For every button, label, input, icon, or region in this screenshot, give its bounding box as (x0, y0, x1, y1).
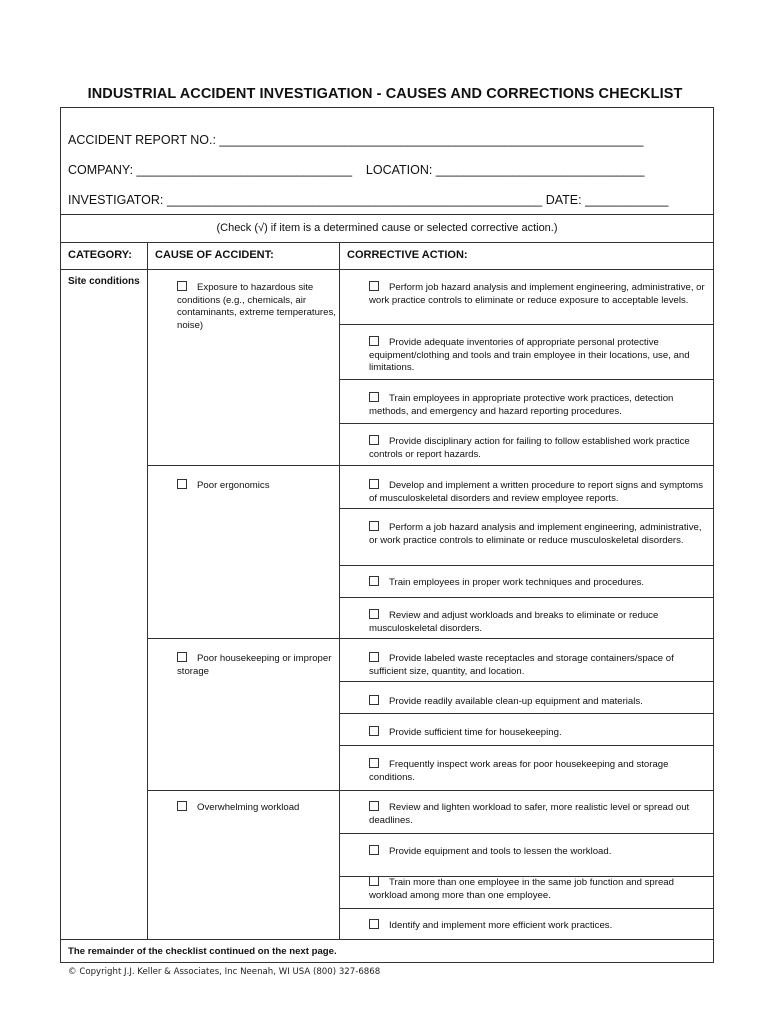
cause-label: Exposure to hazardous site conditions (e.g., chemicals, air contaminants, extreme temperatures, noise) (177, 282, 336, 331)
divider (61, 214, 713, 215)
cause-item[interactable] (177, 801, 337, 815)
corrective-item[interactable] (369, 652, 709, 678)
corrective-item[interactable] (369, 336, 709, 375)
corrective-label: Train employees in proper work techniques and procedures. (389, 577, 645, 588)
checkbox[interactable] (369, 845, 379, 855)
corrective-item[interactable] (369, 726, 709, 740)
corrective-item[interactable] (369, 609, 709, 635)
row-divider (339, 908, 713, 909)
checkbox[interactable] (369, 479, 379, 489)
corrective-label: Provide readily available clean-up equipment and materials. (389, 696, 643, 707)
corrective-label: Review and adjust workloads and breaks to eliminate or reduce musculoskeletal disorders. (369, 610, 659, 634)
checkbox[interactable] (177, 479, 187, 489)
cause-label: Poor ergonomics (197, 480, 270, 491)
corrective-item[interactable] (369, 521, 709, 547)
column-divider (147, 242, 148, 939)
remainder-note: The remainder of the checklist continued on the next page. (68, 946, 337, 957)
row-divider (339, 713, 713, 714)
checkbox[interactable] (177, 281, 187, 291)
checkbox[interactable] (369, 652, 379, 662)
checkbox[interactable] (369, 919, 379, 929)
cause-label: Overwhelming workload (197, 802, 300, 813)
corrective-label: Provide adequate inventories of appropriate personal protective equipment/clothing and tools and train employee in their locations, use, and limitations. (369, 337, 690, 373)
corrective-label: Identify and implement more efficient work practices. (389, 920, 613, 931)
row-divider (339, 681, 713, 682)
corrective-item[interactable] (369, 758, 709, 784)
checkbox[interactable] (369, 576, 379, 586)
corrective-item[interactable] (369, 576, 709, 590)
checkbox[interactable] (369, 521, 379, 531)
corrective-label: Provide disciplinary action for failing to follow established work practice controls or report hazards. (369, 436, 690, 460)
corrective-item[interactable] (369, 845, 709, 859)
group-divider (147, 790, 713, 791)
cause-item[interactable] (177, 652, 337, 678)
checkbox[interactable] (369, 695, 379, 705)
cause-header: CAUSE OF ACCIDENT: (155, 249, 274, 261)
cause-label: Poor housekeeping or improper storage (177, 653, 332, 677)
checkbox[interactable] (369, 876, 379, 886)
corrective-item[interactable] (369, 876, 709, 902)
corrective-item[interactable] (369, 919, 709, 933)
checkbox[interactable] (369, 281, 379, 291)
checkbox[interactable] (369, 392, 379, 402)
row-divider (339, 833, 713, 834)
corrective-label: Provide sufficient time for housekeeping. (389, 727, 562, 738)
checklist-form (60, 107, 714, 963)
row-divider (339, 508, 713, 509)
check-instruction: (Check (√) if item is a determined cause or selected corrective action.) (216, 222, 558, 234)
divider (61, 242, 713, 243)
cause-item[interactable] (177, 281, 337, 332)
corrective-item[interactable] (369, 392, 709, 418)
row-divider (339, 423, 713, 424)
corrective-item[interactable] (369, 801, 709, 827)
corrective-label: Perform job hazard analysis and implement engineering, administrative, or work practice controls to eliminate or reduce exposure to acceptable levels. (369, 282, 705, 306)
company-location-field[interactable]: COMPANY: _______________________________ LOCATION: ______________________________ (68, 163, 645, 177)
row-divider (339, 565, 713, 566)
checkbox[interactable] (369, 801, 379, 811)
row-divider (339, 597, 713, 598)
checkbox[interactable] (369, 758, 379, 768)
category-site-conditions: Site conditions (68, 276, 140, 287)
checkbox[interactable] (369, 336, 379, 346)
checkbox[interactable] (177, 652, 187, 662)
cause-item[interactable] (177, 479, 337, 493)
corrective-label: Train more than one employee in the same job function and spread workload among more than one employee. (369, 877, 674, 901)
accident-report-field[interactable]: ACCIDENT REPORT NO.: _____________________________________________________________ (68, 133, 644, 147)
row-divider (339, 745, 713, 746)
corrective-label: Train employees in appropriate protective work practices, detection methods, and emergency and hazard reporting procedures. (369, 393, 674, 417)
corrective-label: Perform a job hazard analysis and implement engineering, administrative, or work practice controls to eliminate or reduce musculoskeletal disorders. (369, 522, 702, 546)
group-divider (147, 465, 713, 466)
corrective-label: Review and lighten workload to safer, more realistic level or spread out deadlines. (369, 802, 690, 826)
investigator-date-field[interactable]: INVESTIGATOR: ______________________________________________________ DATE: ____________ (68, 193, 669, 207)
corrective-item[interactable] (369, 281, 709, 307)
row-divider (339, 324, 713, 325)
column-divider (339, 242, 340, 939)
corrective-label: Develop and implement a written procedure to report signs and symptoms of musculoskeletal disorders and review employee reports. (369, 480, 704, 504)
corrective-label: Frequently inspect work areas for poor housekeeping and storage conditions. (369, 759, 669, 783)
corrective-item[interactable] (369, 695, 709, 709)
corrective-header: CORRECTIVE ACTION: (347, 249, 468, 261)
corrective-label: Provide equipment and tools to lessen the workload. (389, 846, 612, 857)
corrective-item[interactable] (369, 435, 709, 461)
checkbox[interactable] (369, 435, 379, 445)
copyright-text: © Copyright J.J. Keller & Associates, Inc Neenah, WI USA (800) 327-6868 (68, 967, 381, 977)
divider (61, 269, 713, 270)
group-divider (147, 638, 713, 639)
row-divider (339, 379, 713, 380)
category-header: CATEGORY: (68, 249, 132, 261)
corrective-item[interactable] (369, 479, 709, 505)
page-title: INDUSTRIAL ACCIDENT INVESTIGATION - CAUSES AND CORRECTIONS CHECKLIST (87, 86, 683, 102)
checkbox[interactable] (177, 801, 187, 811)
checkbox[interactable] (369, 726, 379, 736)
corrective-label: Provide labeled waste receptacles and storage containers/space of sufficient size, quantity, and location. (369, 653, 674, 677)
checkbox[interactable] (369, 609, 379, 619)
divider (61, 939, 713, 940)
